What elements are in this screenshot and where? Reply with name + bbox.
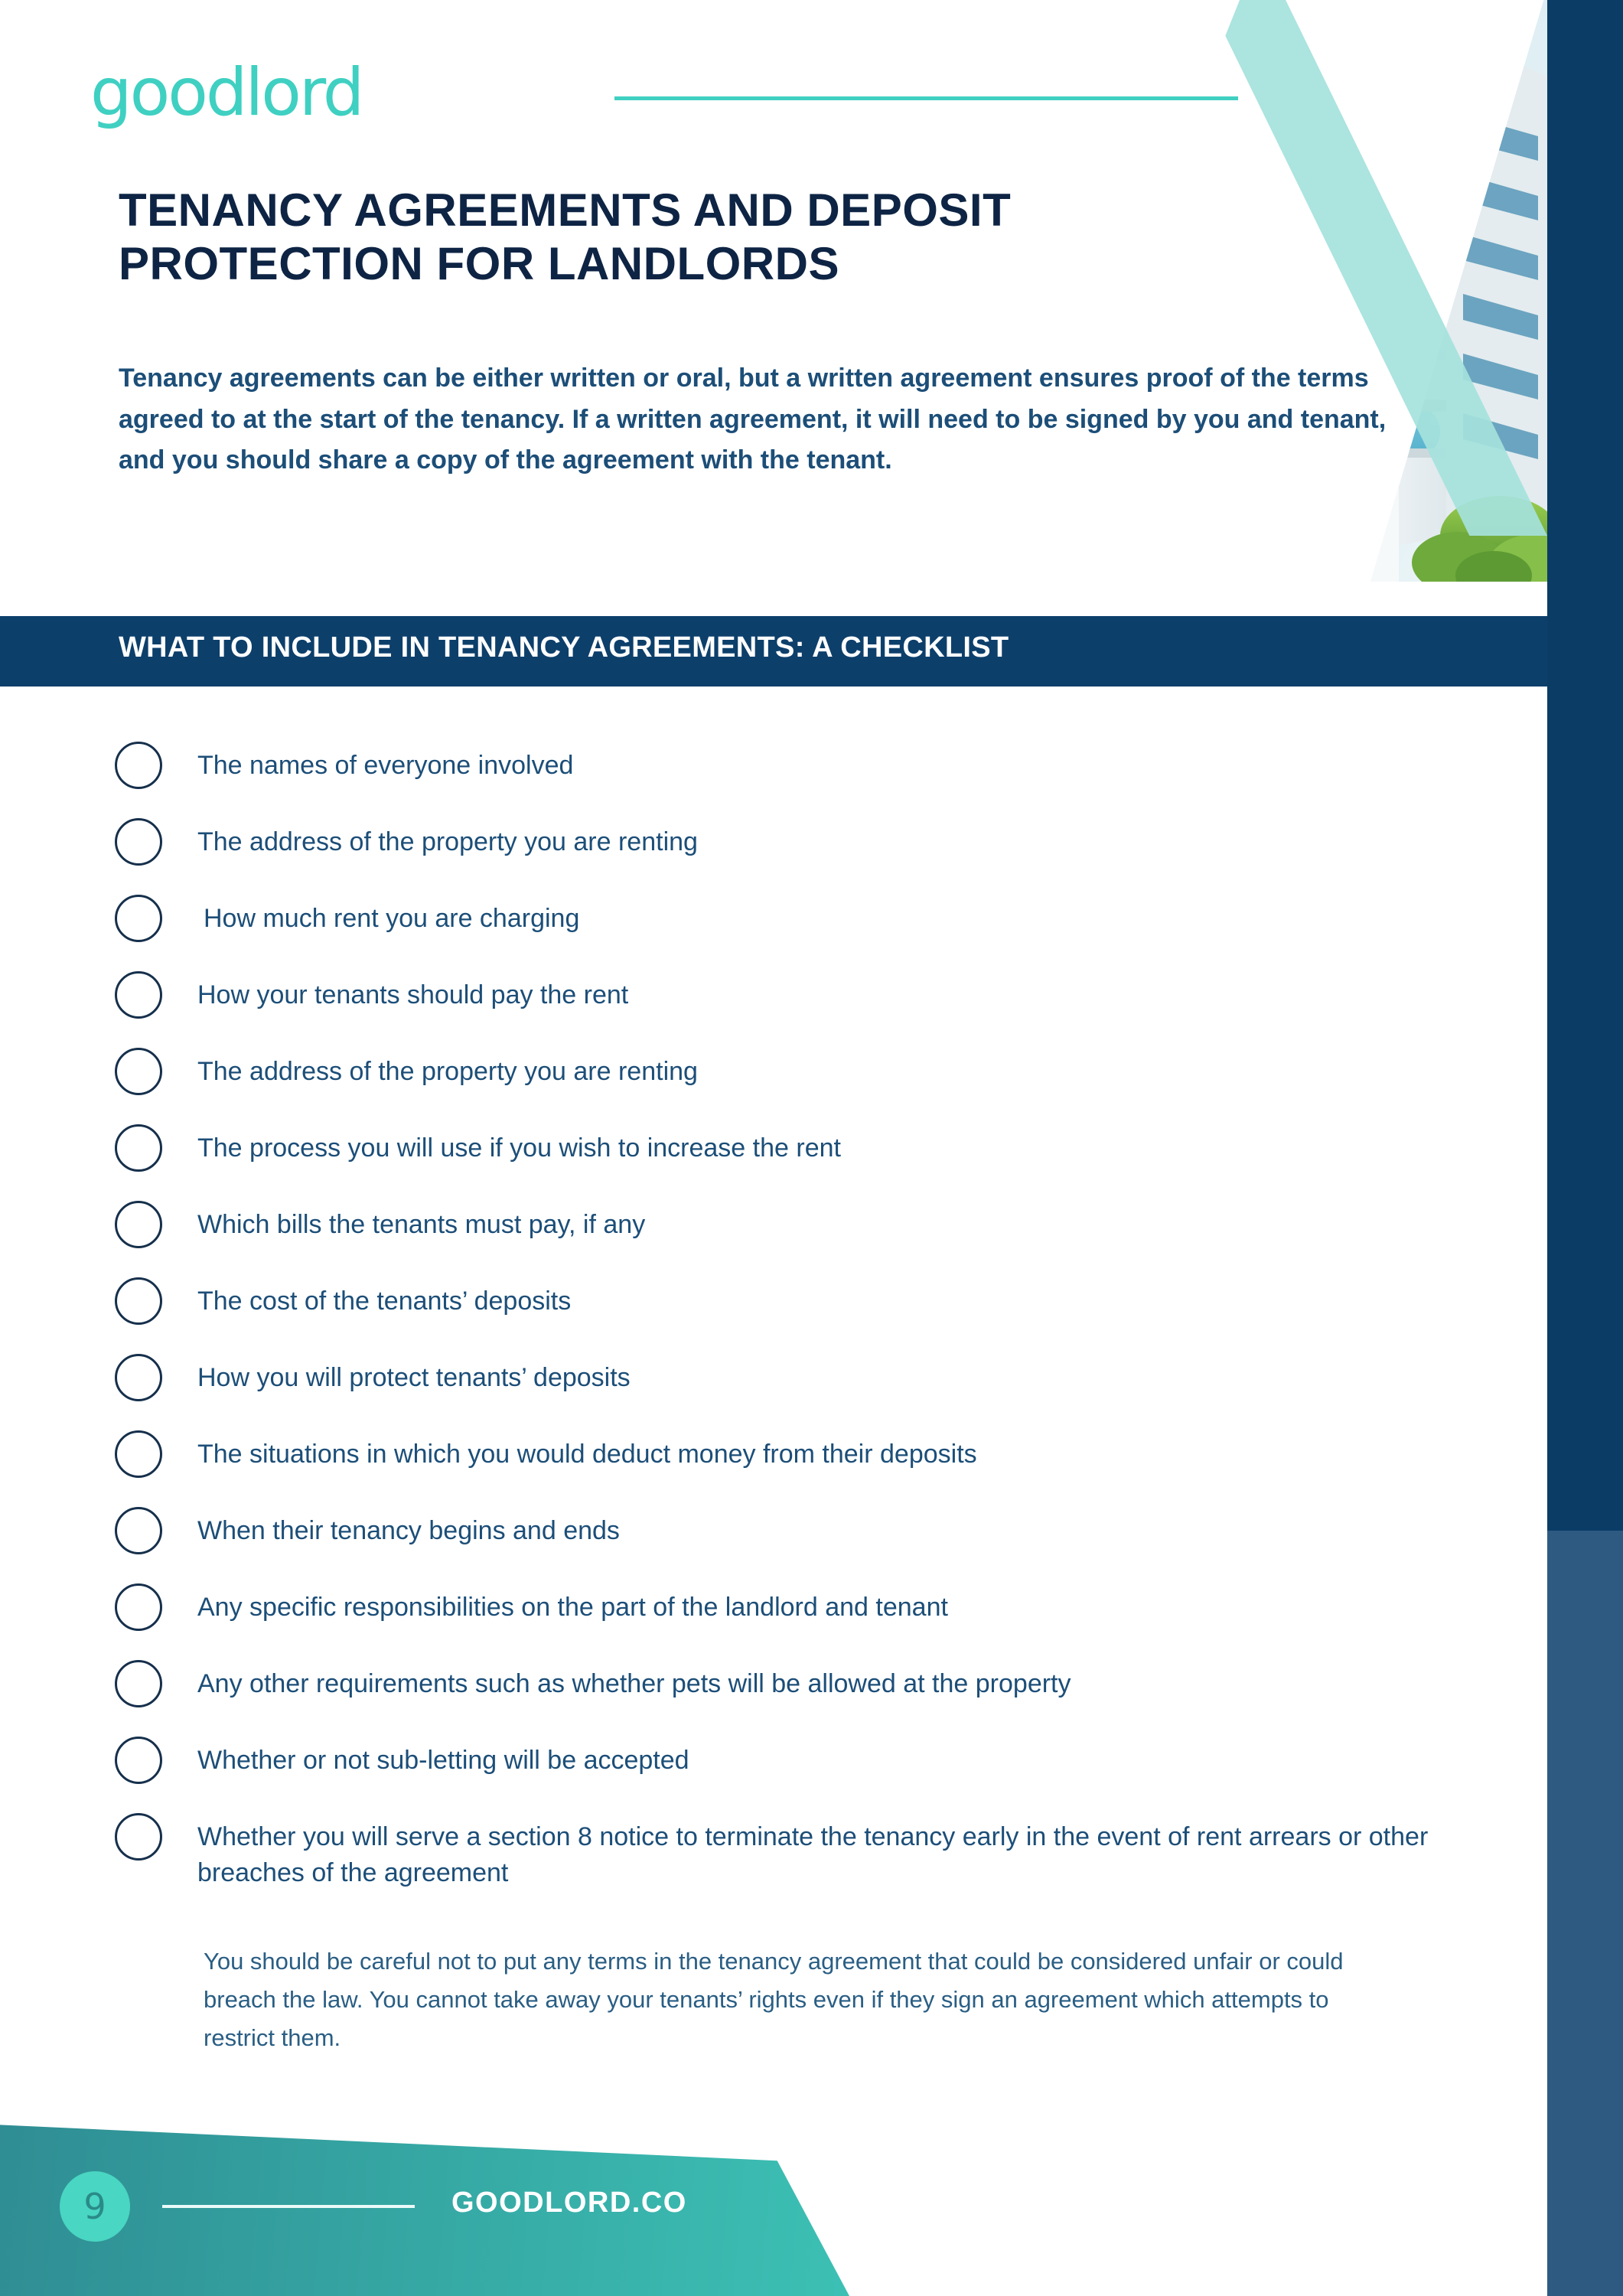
checklist-item-label: Any specific responsibilities on the part of the landlord and tenant bbox=[197, 1593, 948, 1622]
checklist-item[interactable] bbox=[115, 1588, 1492, 1636]
goodlord-logo: goodlord bbox=[90, 54, 363, 131]
checklist-item[interactable] bbox=[115, 899, 1492, 947]
checklist-item[interactable] bbox=[115, 1818, 1492, 1891]
closing-note: You should be careful not to put any terms in the tenancy agreement that could be considered unfair or could breach the law. You cannot take away your tenants’ rights even if they sign an agreement which attempts to restrict them. bbox=[204, 1948, 1344, 2052]
page-title: TENANCY AGREEMENTS AND DEPOSIT PROTECTION FOR LANDLORDS bbox=[119, 184, 1012, 290]
checklist-item-label: How your tenants should pay the rent bbox=[197, 980, 629, 1009]
intro-paragraph: Tenancy agreements can be either written or oral, but a written agreement ensures proof of the terms agreed to at the start of the tenancy. If a written agreement, it will need to be signed by you and tenant, and you should share a copy of the agreement with the tenant. bbox=[119, 364, 1387, 475]
tenancy-checklist bbox=[115, 746, 1492, 1920]
checkbox-circle-icon[interactable] bbox=[115, 1813, 162, 1861]
page-number-badge bbox=[60, 2171, 130, 2242]
checklist-item[interactable] bbox=[115, 1512, 1492, 1559]
footer-divider-rule bbox=[162, 2205, 415, 2208]
checkbox-circle-icon[interactable] bbox=[115, 1048, 162, 1095]
checkbox-circle-icon[interactable] bbox=[115, 971, 162, 1019]
brand-header bbox=[90, 54, 1177, 144]
checklist-item-label: The situations in which you would deduct money from their deposits bbox=[197, 1440, 977, 1469]
checkbox-circle-icon[interactable] bbox=[115, 1277, 162, 1325]
checklist-item-label: How much rent you are charging bbox=[204, 904, 580, 933]
checklist-item-label: The address of the property you are renting bbox=[197, 827, 698, 856]
checkbox-circle-icon[interactable] bbox=[115, 818, 162, 866]
checkbox-circle-icon[interactable] bbox=[115, 1507, 162, 1554]
page-number: 9 bbox=[83, 2186, 106, 2227]
footer-website-label: GOODLORD.CO bbox=[451, 2187, 687, 2219]
checkbox-circle-icon[interactable] bbox=[115, 742, 162, 789]
checklist-item[interactable] bbox=[115, 1358, 1492, 1406]
checklist-item-label: The address of the property you are renting bbox=[197, 1057, 698, 1086]
checkbox-circle-icon[interactable] bbox=[115, 1201, 162, 1248]
checkbox-circle-icon[interactable] bbox=[115, 1660, 162, 1707]
checklist-item[interactable] bbox=[115, 823, 1492, 870]
checklist-item[interactable] bbox=[115, 1052, 1492, 1100]
checkbox-circle-icon[interactable] bbox=[115, 1583, 162, 1631]
checklist-item-label: Whether or not sub-letting will be accepted bbox=[197, 1746, 689, 1775]
checklist-item[interactable] bbox=[115, 1741, 1492, 1789]
checklist-item-label: The cost of the tenants’ deposits bbox=[197, 1287, 572, 1316]
checklist-item-label: How you will protect tenants’ deposits bbox=[197, 1363, 631, 1392]
section-header-title: WHAT TO INCLUDE IN TENANCY AGREEMENTS: A CHECKLIST bbox=[119, 631, 1009, 664]
checklist-item[interactable] bbox=[115, 976, 1492, 1023]
checkbox-circle-icon[interactable] bbox=[115, 1430, 162, 1478]
checklist-item-label: The names of everyone involved bbox=[197, 751, 574, 780]
checklist-item-label: When their tenancy begins and ends bbox=[197, 1516, 620, 1545]
right-edge-bar-lower bbox=[1547, 1531, 1623, 2296]
checklist-item-label: Which bills the tenants must pay, if any bbox=[197, 1210, 646, 1239]
header-divider-rule bbox=[614, 96, 1238, 100]
checkbox-circle-icon[interactable] bbox=[115, 1124, 162, 1172]
section-header-band bbox=[0, 616, 1547, 687]
checklist-item-label: The process you will use if you wish to increase the rent bbox=[197, 1133, 841, 1163]
right-edge-bar-upper bbox=[1547, 0, 1623, 1531]
checkbox-circle-icon[interactable] bbox=[115, 1354, 162, 1401]
checklist-item[interactable] bbox=[115, 746, 1492, 794]
checkbox-circle-icon[interactable] bbox=[115, 1737, 162, 1784]
checklist-item[interactable] bbox=[115, 1435, 1492, 1482]
checklist-item[interactable] bbox=[115, 1129, 1492, 1176]
checklist-item-label: Whether you will serve a section 8 notice to terminate the tenancy early in the event of rent arrears or other breaches of the agreement bbox=[197, 1822, 1429, 1887]
checklist-item-label: Any other requirements such as whether pets will be allowed at the property bbox=[197, 1669, 1071, 1698]
checklist-item[interactable] bbox=[115, 1205, 1492, 1253]
checklist-item[interactable] bbox=[115, 1665, 1492, 1712]
checkbox-circle-icon[interactable] bbox=[115, 895, 162, 942]
checklist-item[interactable] bbox=[115, 1282, 1492, 1329]
